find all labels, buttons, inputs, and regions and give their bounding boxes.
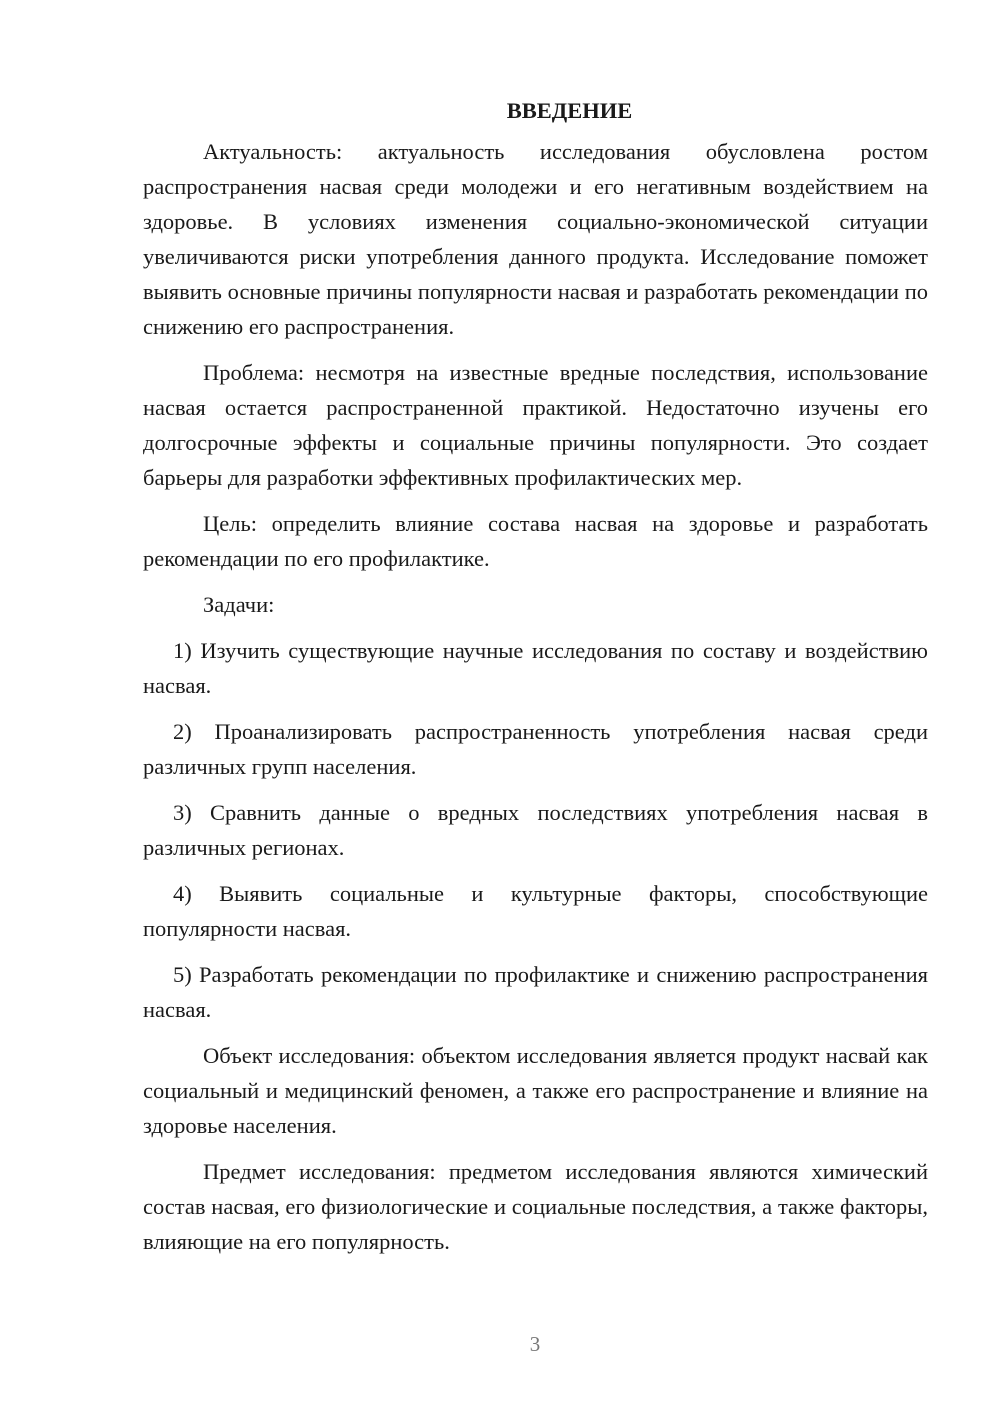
tasks-label: Задачи: xyxy=(203,592,275,617)
problem-paragraph: Проблема: несмотря на известные вредные последствия, использование насвая остается распространенной практикой. Недостаточно изучены его долгосрочные эффекты и социальные причины популярности. Это создает барьеры для разработки эффективных профилактических мер. xyxy=(143,360,928,490)
task-item: 4) Выявить социальные и культурные факторы, способствующие популярности насвая. xyxy=(143,881,928,941)
subject-paragraph: Предмет исследования: предметом исследования являются химический состав насвая, его физиологические и социальные последствия, а также факторы, влияющие на его популярность. xyxy=(143,1159,928,1254)
task-item: 2) Проанализировать распространенность употребления насвая среди различных групп населения. xyxy=(143,719,928,779)
task-item: 5) Разработать рекомендации по профилактике и снижению распространения насвая. xyxy=(143,962,928,1022)
goal-paragraph: Цель: определить влияние состава насвая на здоровье и разработать рекомендации по его профилактике. xyxy=(143,511,928,571)
page-title: ВВЕДЕНИЕ xyxy=(506,98,633,123)
task-item: 3) Сравнить данные о вредных последствиях употребления насвая в различных регионах. xyxy=(143,800,928,860)
task-item: 1) Изучить существующие научные исследования по составу и воздействию насвая. xyxy=(143,638,928,698)
relevance-paragraph: Актуальность: актуальность исследования обусловлена ростом распространения насвая среди молодежи и его негативным воздействием на здоровье. В условиях изменения социально-экономической ситуации увеличиваются риски употребления данного продукта. Исследование поможет выявить основные причины популярности насвая и разработать рекомендации по снижению его распространения. xyxy=(143,139,928,339)
page-number: 3 xyxy=(529,1332,541,1356)
document-body xyxy=(143,93,928,1259)
object-paragraph: Объект исследования: объектом исследования является продукт насвай как социальный и медицинский феномен, а также его распространение и влияние на здоровье населения. xyxy=(143,1043,928,1138)
